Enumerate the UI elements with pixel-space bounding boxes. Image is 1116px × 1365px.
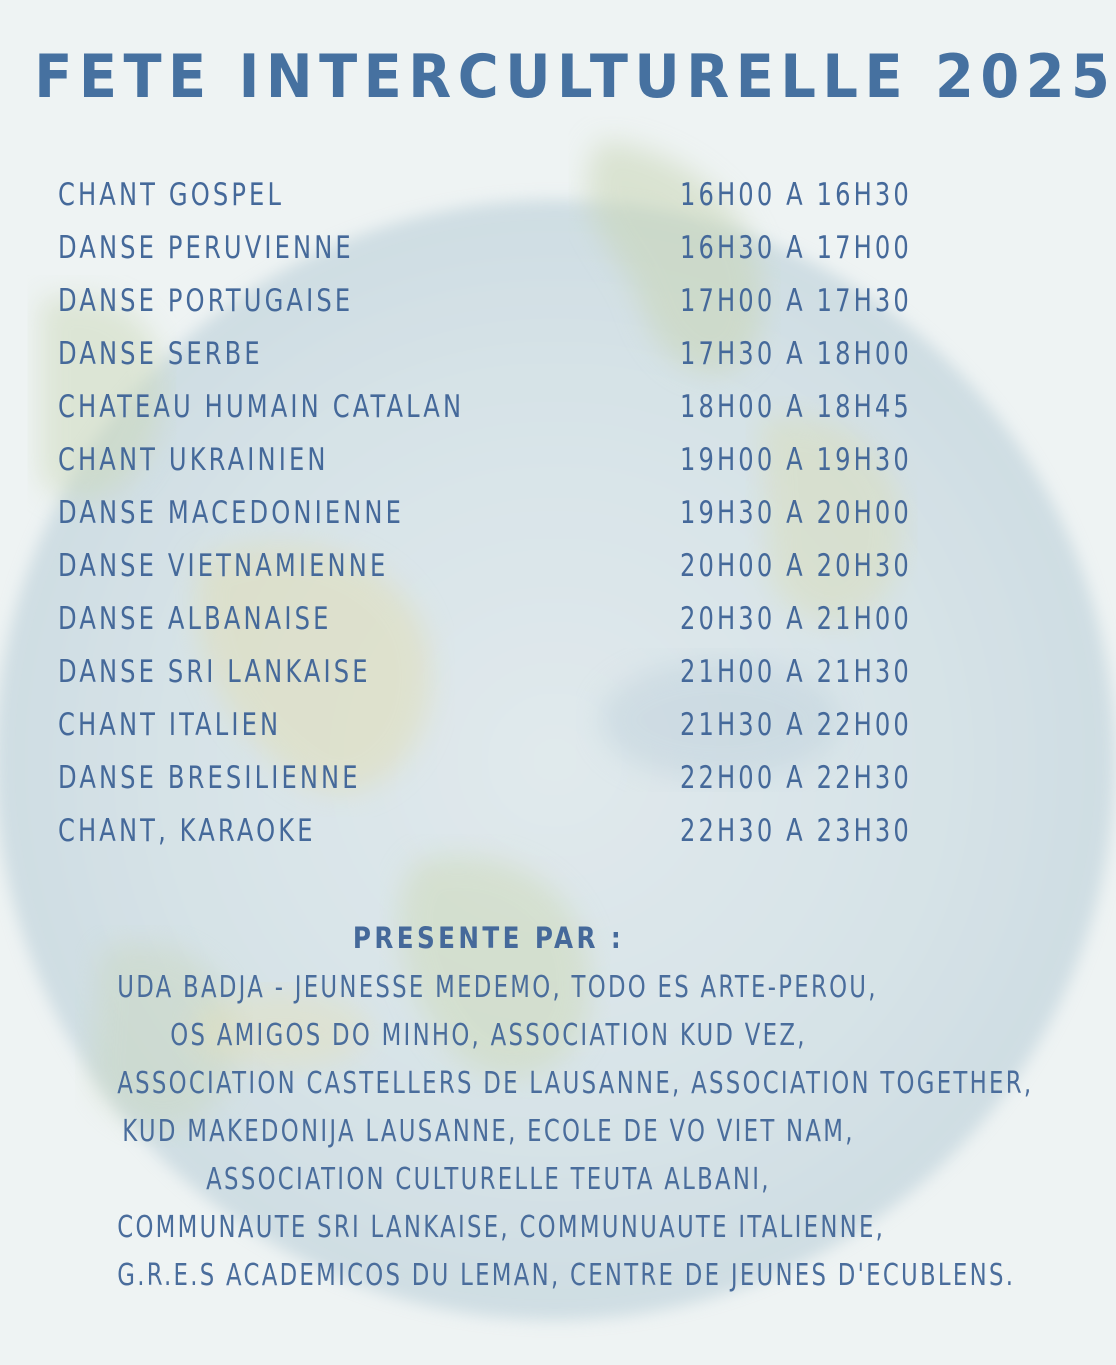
act-time: 19H00 A 19H30 [680,441,912,478]
act-time: 17H00 A 17H30 [680,282,912,319]
act-name: CHANT, KARAOKE [58,812,316,849]
page-title: FETE INTERCULTURELLE 2025 [34,42,1116,112]
organizers-line: ASSOCIATION CULTURELLE TEUTA ALBANI, [206,1162,771,1197]
act-time: 22H00 A 22H30 [680,759,912,796]
act-name: DANSE VIETNAMIENNE [58,547,389,584]
organizers-line: G.R.E.S ACADEMICOS DU LEMAN, CENTRE DE JEUNES D'ECUBLENS. [117,1258,1016,1293]
act-time: 20H30 A 21H00 [680,600,912,637]
act-name: CHANT GOSPEL [58,176,285,213]
act-name: DANSE BRESILIENNE [58,759,361,796]
schedule-row [58,592,912,645]
act-name: DANSE SRI LANKAISE [58,653,371,690]
schedule-row [58,168,912,221]
schedule-row [58,274,912,327]
act-name: DANSE SERBE [58,335,263,372]
presented-by-section [0,918,1034,1300]
schedule-row [58,698,912,751]
presented-by-heading: PRESENTE PAR : [352,921,625,955]
organizers-line: OS AMIGOS DO MINHO, ASSOCIATION KUD VEZ, [170,1018,807,1053]
act-name: DANSE MACEDONIENNE [58,494,405,531]
schedule-row [58,433,912,486]
organizers-line: ASSOCIATION CASTELLERS DE LAUSANNE, ASSOCIATION TOGETHER, [117,1066,1034,1101]
act-time: 20H00 A 20H30 [680,547,912,584]
act-name: DANSE PORTUGAISE [58,282,354,319]
act-time: 21H30 A 22H00 [680,706,912,743]
schedule-row [58,645,912,698]
act-name: DANSE ALBANAISE [58,600,332,637]
act-name: DANSE PERUVIENNE [58,229,354,266]
act-time: 21H00 A 21H30 [680,653,912,690]
organizers-line: KUD MAKEDONIJA LAUSANNE, ECOLE DE VO VIET NAM, [122,1114,855,1149]
schedule-row [58,327,912,380]
organizers-line: COMMUNAUTE SRI LANKAISE, COMMUNUAUTE ITALIENNE, [117,1210,886,1245]
act-time: 22H30 A 23H30 [680,812,912,849]
schedule-row [58,804,912,857]
schedule-list [58,168,912,857]
schedule-row [58,486,912,539]
act-time: 17H30 A 18H00 [680,335,912,372]
act-time: 16H30 A 17H00 [680,229,912,266]
schedule-row [58,751,912,804]
schedule-row [58,221,912,274]
act-time: 19H30 A 20H00 [680,494,912,531]
schedule-row [58,539,912,592]
act-time: 18H00 A 18H45 [680,388,912,425]
act-name: CHATEAU HUMAIN CATALAN [58,388,465,425]
act-name: CHANT UKRAINIEN [58,441,329,478]
organizers-line: UDA BADJA - JEUNESSE MEDEMO, TODO ES ARTE-PEROU, [117,970,878,1005]
act-time: 16H00 A 16H30 [680,176,912,213]
act-name: CHANT ITALIEN [58,706,282,743]
schedule-row [58,380,912,433]
